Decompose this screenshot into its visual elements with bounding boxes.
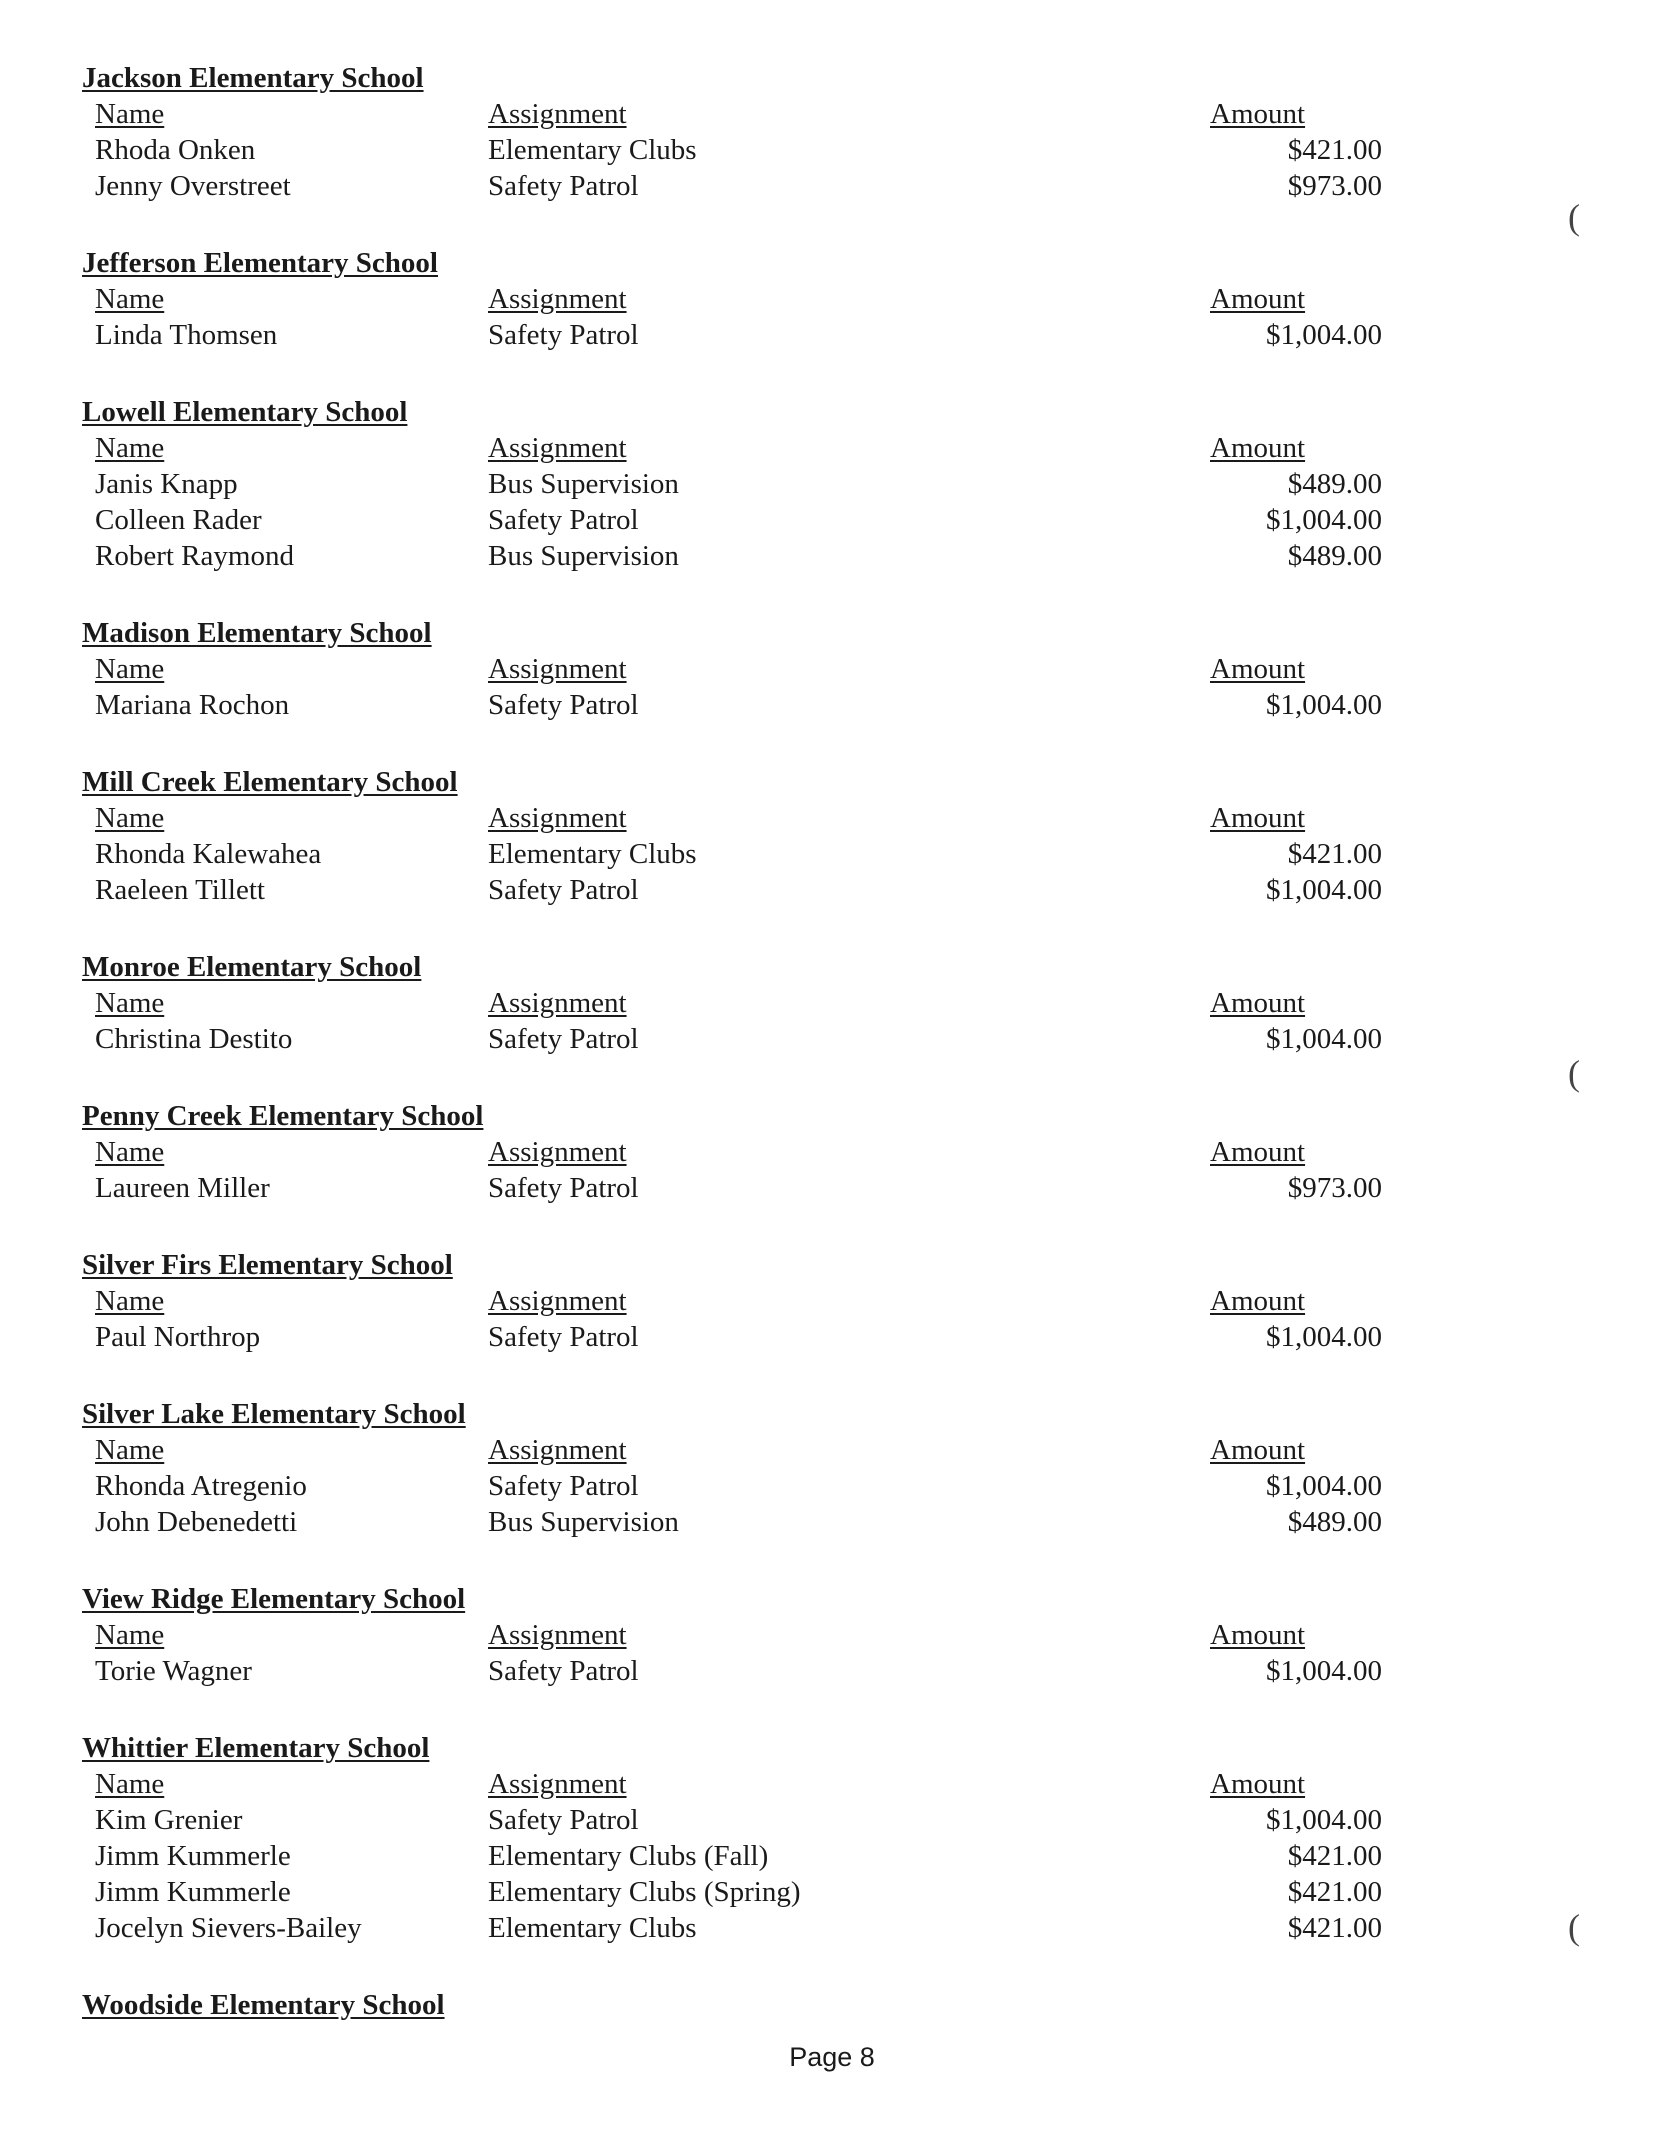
staff-name: Robert Raymond xyxy=(95,540,294,572)
name-column-header: Name xyxy=(95,1285,165,1317)
amount: $973.00 xyxy=(1287,1172,1382,1204)
assignment: Bus Supervision xyxy=(488,1506,679,1538)
assignment: Safety Patrol xyxy=(488,874,639,906)
staff-name: Laureen Miller xyxy=(95,1172,270,1204)
table-row xyxy=(0,1910,1664,1946)
table-row xyxy=(0,132,1664,168)
name-column-header: Name xyxy=(95,987,165,1019)
column-header-row xyxy=(0,1283,1664,1319)
amount-column-header: Amount xyxy=(1210,432,1306,464)
amount: $1,004.00 xyxy=(1266,1023,1382,1055)
amount-column-header: Amount xyxy=(1210,987,1306,1019)
amount: $1,004.00 xyxy=(1266,504,1382,536)
assignment: Elementary Clubs (Spring) xyxy=(488,1876,801,1908)
assignment-column-header: Assignment xyxy=(488,98,627,130)
column-header-row xyxy=(0,96,1664,132)
school-title: Jackson Elementary School xyxy=(82,62,424,94)
amount: $421.00 xyxy=(1287,1840,1382,1872)
table-row xyxy=(0,836,1664,872)
amount-column-header: Amount xyxy=(1210,283,1306,315)
column-header-row xyxy=(0,1766,1664,1802)
staff-name: Paul Northrop xyxy=(95,1321,261,1353)
assignment: Elementary Clubs xyxy=(488,1912,697,1944)
assignment: Elementary Clubs xyxy=(488,838,697,870)
margin-mark: ( xyxy=(1568,1053,1580,1093)
table-row xyxy=(0,466,1664,502)
table-row xyxy=(0,1802,1664,1838)
school-section xyxy=(0,245,1664,353)
amount: $1,004.00 xyxy=(1266,1804,1382,1836)
school-section xyxy=(0,1581,1664,1689)
assignment: Safety Patrol xyxy=(488,1172,639,1204)
school-section xyxy=(0,1396,1664,1540)
assignment: Safety Patrol xyxy=(488,689,639,721)
assignment: Safety Patrol xyxy=(488,319,639,351)
school-title: Silver Firs Elementary School xyxy=(82,1249,453,1281)
amount: $489.00 xyxy=(1287,540,1382,572)
name-column-header: Name xyxy=(95,283,165,315)
amount-column-header: Amount xyxy=(1210,98,1306,130)
name-column-header: Name xyxy=(95,432,165,464)
margin-mark: ( xyxy=(1568,1907,1580,1947)
table-row xyxy=(0,687,1664,723)
column-header-row xyxy=(0,985,1664,1021)
assignment-column-header: Assignment xyxy=(488,1434,627,1466)
name-column-header: Name xyxy=(95,1768,165,1800)
amount: $421.00 xyxy=(1287,1876,1382,1908)
school-section xyxy=(0,60,1664,204)
school-title: Lowell Elementary School xyxy=(82,396,408,428)
table-row xyxy=(0,168,1664,204)
amount: $1,004.00 xyxy=(1266,1470,1382,1502)
column-header-row xyxy=(0,281,1664,317)
name-column-header: Name xyxy=(95,1136,165,1168)
school-section xyxy=(0,1098,1664,1206)
assignment-column-header: Assignment xyxy=(488,802,627,834)
staff-name: Jocelyn Sievers-Bailey xyxy=(95,1912,362,1944)
school-title: Mill Creek Elementary School xyxy=(82,766,458,798)
staff-name: Torie Wagner xyxy=(95,1655,252,1687)
school-title: Jefferson Elementary School xyxy=(82,247,438,279)
document-body xyxy=(0,60,1664,2064)
column-header-row xyxy=(0,1134,1664,1170)
school-title: View Ridge Elementary School xyxy=(82,1583,466,1615)
column-header-row xyxy=(0,1617,1664,1653)
school-section xyxy=(0,949,1664,1057)
table-row xyxy=(0,1504,1664,1540)
amount: $973.00 xyxy=(1287,170,1382,202)
staff-name: Rhonda Atregenio xyxy=(95,1470,307,1502)
name-column-header: Name xyxy=(95,802,165,834)
assignment-column-header: Assignment xyxy=(488,1136,627,1168)
amount-column-header: Amount xyxy=(1210,1136,1306,1168)
table-row xyxy=(0,1468,1664,1504)
school-section xyxy=(0,394,1664,574)
amount: $1,004.00 xyxy=(1266,1321,1382,1353)
school-section xyxy=(0,615,1664,723)
assignment: Elementary Clubs (Fall) xyxy=(488,1840,769,1872)
assignment: Bus Supervision xyxy=(488,468,679,500)
school-title: Woodside Elementary School xyxy=(82,1989,445,2021)
margin-mark: ( xyxy=(1568,197,1580,237)
staff-name: Rhoda Onken xyxy=(95,134,256,166)
column-header-row xyxy=(0,651,1664,687)
school-title: Madison Elementary School xyxy=(82,617,432,649)
assignment-column-header: Assignment xyxy=(488,283,627,315)
table-row xyxy=(0,502,1664,538)
table-row xyxy=(0,872,1664,908)
staff-name: Linda Thomsen xyxy=(95,319,278,351)
column-header-row xyxy=(0,430,1664,466)
staff-name: Jimm Kummerle xyxy=(95,1840,291,1872)
school-title: Silver Lake Elementary School xyxy=(82,1398,466,1430)
amount: $1,004.00 xyxy=(1266,874,1382,906)
staff-name: Christina Destito xyxy=(95,1023,293,1055)
staff-name: Mariana Rochon xyxy=(95,689,290,721)
staff-name: Jenny Overstreet xyxy=(95,170,291,202)
amount: $1,004.00 xyxy=(1266,689,1382,721)
assignment-column-header: Assignment xyxy=(488,1619,627,1651)
staff-name: Jimm Kummerle xyxy=(95,1876,291,1908)
page-number: Page 8 xyxy=(789,2042,875,2072)
name-column-header: Name xyxy=(95,653,165,685)
school-section xyxy=(0,1247,1664,1355)
table-row xyxy=(0,1874,1664,1910)
name-column-header: Name xyxy=(95,1619,165,1651)
assignment-column-header: Assignment xyxy=(488,1285,627,1317)
staff-name: Colleen Rader xyxy=(95,504,262,536)
school-section xyxy=(0,1730,1664,1946)
table-row xyxy=(0,1319,1664,1355)
school-section xyxy=(0,1987,1664,2023)
assignment: Safety Patrol xyxy=(488,1023,639,1055)
amount-column-header: Amount xyxy=(1210,1619,1306,1651)
assignment-column-header: Assignment xyxy=(488,653,627,685)
assignment: Safety Patrol xyxy=(488,1655,639,1687)
amount: $421.00 xyxy=(1287,134,1382,166)
assignment-column-header: Assignment xyxy=(488,987,627,1019)
school-title: Monroe Elementary School xyxy=(82,951,422,983)
assignment: Safety Patrol xyxy=(488,170,639,202)
assignment: Safety Patrol xyxy=(488,1804,639,1836)
table-row xyxy=(0,538,1664,574)
assignment: Elementary Clubs xyxy=(488,134,697,166)
staff-name: Raeleen Tillett xyxy=(95,874,265,906)
staff-name: Rhonda Kalewahea xyxy=(95,838,322,870)
staff-name: John Debenedetti xyxy=(95,1506,298,1538)
table-row xyxy=(0,1653,1664,1689)
school-title: Whittier Elementary School xyxy=(82,1732,430,1764)
amount: $421.00 xyxy=(1287,1912,1382,1944)
staff-name: Janis Knapp xyxy=(95,468,238,500)
table-row xyxy=(0,1170,1664,1206)
assignment: Bus Supervision xyxy=(488,540,679,572)
school-title: Penny Creek Elementary School xyxy=(82,1100,484,1132)
assignment: Safety Patrol xyxy=(488,1321,639,1353)
amount: $1,004.00 xyxy=(1266,1655,1382,1687)
amount: $421.00 xyxy=(1287,838,1382,870)
table-row xyxy=(0,1021,1664,1057)
amount-column-header: Amount xyxy=(1210,1434,1306,1466)
column-header-row xyxy=(0,1432,1664,1468)
assignment: Safety Patrol xyxy=(488,504,639,536)
name-column-header: Name xyxy=(95,1434,165,1466)
assignment: Safety Patrol xyxy=(488,1470,639,1502)
amount-column-header: Amount xyxy=(1210,802,1306,834)
amount: $489.00 xyxy=(1287,1506,1382,1538)
column-header-row xyxy=(0,800,1664,836)
assignment-column-header: Assignment xyxy=(488,1768,627,1800)
amount-column-header: Amount xyxy=(1210,1768,1306,1800)
amount-column-header: Amount xyxy=(1210,653,1306,685)
table-row xyxy=(0,1838,1664,1874)
amount: $1,004.00 xyxy=(1266,319,1382,351)
amount: $489.00 xyxy=(1287,468,1382,500)
assignment-column-header: Assignment xyxy=(488,432,627,464)
staff-name: Kim Grenier xyxy=(95,1804,243,1836)
school-section xyxy=(0,764,1664,908)
amount-column-header: Amount xyxy=(1210,1285,1306,1317)
table-row xyxy=(0,317,1664,353)
name-column-header: Name xyxy=(95,98,165,130)
